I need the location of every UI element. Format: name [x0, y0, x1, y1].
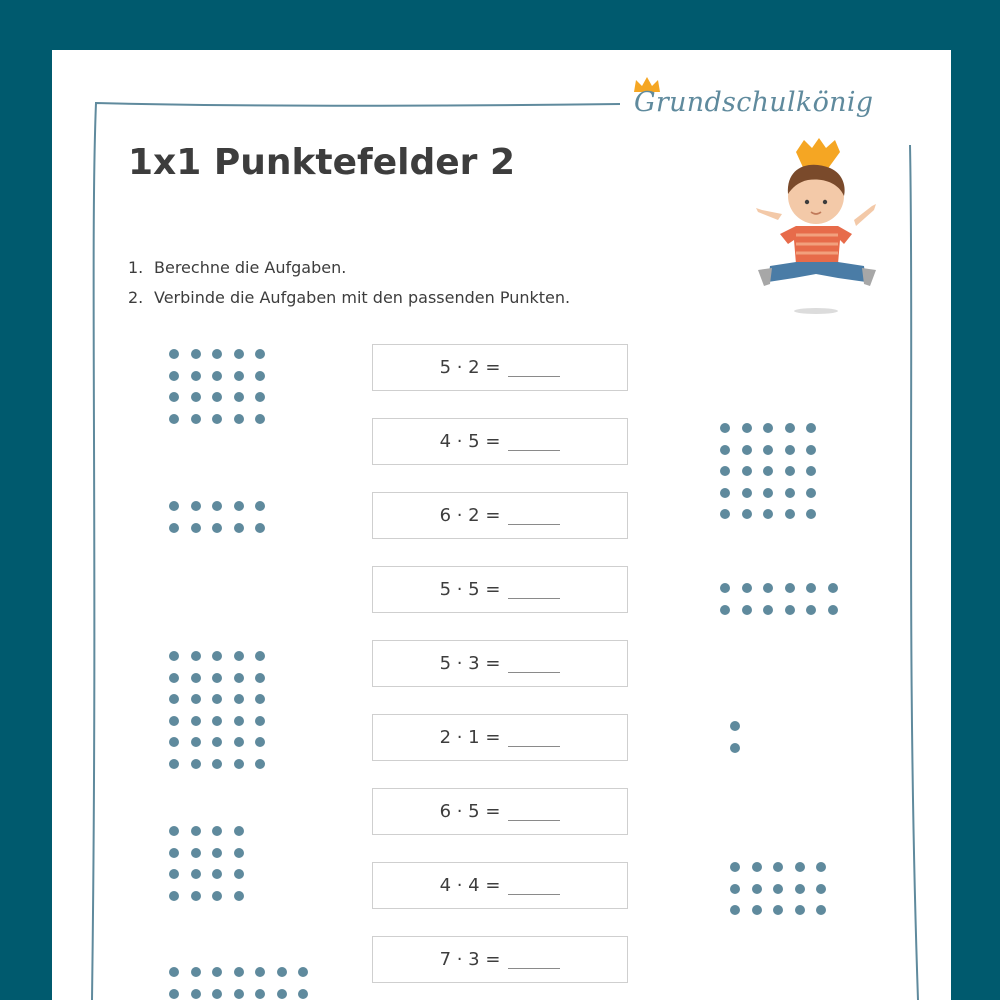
instruction-item: [128, 286, 570, 316]
dot: [763, 488, 773, 498]
page-title: 1x1 Punktefelder 2: [128, 142, 515, 183]
dot: [255, 737, 265, 747]
dot: [720, 605, 730, 615]
worksheet: [52, 50, 951, 1000]
dot: [785, 423, 795, 433]
dot: [752, 862, 762, 872]
dot: [234, 737, 244, 747]
dot: [169, 869, 179, 879]
brand-logo: [632, 74, 932, 124]
kid-illustration: [752, 138, 882, 318]
dot-field-left[interactable]: [169, 651, 265, 769]
dot: [742, 583, 752, 593]
dot: [191, 349, 201, 359]
dot: [255, 967, 265, 977]
task-box[interactable]: [372, 344, 628, 391]
dot: [785, 583, 795, 593]
dot: [785, 445, 795, 455]
dot: [795, 884, 805, 894]
instruction-number: 2.: [128, 288, 144, 307]
dot: [212, 501, 222, 511]
answer-blank[interactable]: [508, 432, 560, 451]
dot: [730, 721, 740, 731]
dot-field-right[interactable]: [730, 721, 740, 753]
dot: [169, 716, 179, 726]
answer-blank[interactable]: [508, 950, 560, 969]
task-box[interactable]: [372, 418, 628, 465]
dot: [169, 826, 179, 836]
dot: [191, 989, 201, 999]
dot: [169, 392, 179, 402]
dot: [828, 605, 838, 615]
dot: [763, 583, 773, 593]
dot: [255, 392, 265, 402]
dot: [169, 989, 179, 999]
dot: [212, 694, 222, 704]
dot: [806, 488, 816, 498]
dot: [169, 371, 179, 381]
dot: [191, 716, 201, 726]
dot: [169, 848, 179, 858]
dot: [255, 371, 265, 381]
answer-blank[interactable]: [508, 802, 560, 821]
dot-field-right[interactable]: [720, 583, 838, 615]
dot: [169, 967, 179, 977]
dot: [234, 523, 244, 533]
dot: [255, 694, 265, 704]
dot: [763, 445, 773, 455]
task-box[interactable]: [372, 862, 628, 909]
dot: [720, 466, 730, 476]
dot: [212, 989, 222, 999]
dot: [730, 884, 740, 894]
dot: [212, 673, 222, 683]
dot: [212, 523, 222, 533]
dot: [169, 414, 179, 424]
dot: [816, 905, 826, 915]
task-expression: 6 · 2 =: [439, 505, 501, 526]
dot: [212, 414, 222, 424]
dot: [212, 967, 222, 977]
dot: [169, 651, 179, 661]
dot: [773, 884, 783, 894]
dot: [191, 371, 201, 381]
answer-blank[interactable]: [508, 580, 560, 599]
dot: [298, 967, 308, 977]
dot: [169, 523, 179, 533]
dot: [234, 967, 244, 977]
dot: [795, 905, 805, 915]
dot: [191, 651, 201, 661]
dot: [806, 445, 816, 455]
dot: [720, 423, 730, 433]
dot: [191, 869, 201, 879]
dot: [169, 759, 179, 769]
dot: [828, 583, 838, 593]
task-expression: 4 · 5 =: [439, 431, 501, 452]
dot: [255, 414, 265, 424]
dot: [255, 501, 265, 511]
dot: [752, 905, 762, 915]
dot: [742, 423, 752, 433]
dot: [806, 605, 816, 615]
dot: [816, 884, 826, 894]
dot: [763, 466, 773, 476]
dot: [212, 651, 222, 661]
dot-field-left[interactable]: [169, 501, 265, 533]
dot: [785, 466, 795, 476]
answer-blank[interactable]: [508, 654, 560, 673]
task-box[interactable]: [372, 788, 628, 835]
dot: [169, 349, 179, 359]
dot: [806, 583, 816, 593]
dot: [795, 862, 805, 872]
answer-blank[interactable]: [508, 728, 560, 747]
task-expression: 4 · 4 =: [439, 875, 501, 896]
dot: [169, 673, 179, 683]
task-expression: 6 · 5 =: [439, 801, 501, 822]
answer-blank[interactable]: [508, 876, 560, 895]
dot: [169, 694, 179, 704]
dot: [191, 414, 201, 424]
task-box[interactable]: [372, 566, 628, 613]
dot: [212, 869, 222, 879]
dot: [255, 673, 265, 683]
task-box[interactable]: [372, 714, 628, 761]
dot: [191, 891, 201, 901]
task-box[interactable]: [372, 640, 628, 687]
dot: [169, 891, 179, 901]
dot: [234, 891, 244, 901]
dot: [806, 509, 816, 519]
dot: [212, 891, 222, 901]
dot: [191, 501, 201, 511]
dot: [255, 759, 265, 769]
dot: [773, 862, 783, 872]
dot: [742, 445, 752, 455]
instructions-list: [128, 256, 570, 316]
dot: [234, 392, 244, 402]
dot: [191, 759, 201, 769]
dot: [191, 673, 201, 683]
dot: [806, 423, 816, 433]
dot-field-left[interactable]: [169, 349, 265, 424]
task-expression: 5 · 5 =: [439, 579, 501, 600]
dot: [191, 826, 201, 836]
dot: [234, 848, 244, 858]
instruction-text: Verbinde die Aufgaben mit den passenden Punkten.: [154, 288, 571, 307]
dot: [212, 716, 222, 726]
dot: [212, 737, 222, 747]
dot-field-right[interactable]: [720, 423, 816, 519]
dot: [191, 737, 201, 747]
dot: [234, 869, 244, 879]
dot: [720, 583, 730, 593]
dot: [212, 392, 222, 402]
instruction-number: 1.: [128, 258, 144, 277]
dot: [234, 759, 244, 769]
dot: [191, 967, 201, 977]
dot: [730, 743, 740, 753]
dot: [785, 605, 795, 615]
dot: [255, 651, 265, 661]
dot: [785, 509, 795, 519]
dot: [720, 488, 730, 498]
dot: [169, 737, 179, 747]
dot: [191, 848, 201, 858]
dot: [234, 826, 244, 836]
answer-blank[interactable]: [508, 358, 560, 377]
task-expression: 2 · 1 =: [439, 727, 501, 748]
dot: [730, 862, 740, 872]
dot: [169, 501, 179, 511]
dot: [212, 759, 222, 769]
brand-name: Grundschulkönig: [634, 87, 874, 118]
dot: [255, 523, 265, 533]
dot: [785, 488, 795, 498]
dot: [234, 414, 244, 424]
dot: [191, 694, 201, 704]
dot-field-right[interactable]: [730, 862, 826, 915]
dot: [234, 694, 244, 704]
dot: [255, 989, 265, 999]
dot: [234, 989, 244, 999]
dot: [742, 509, 752, 519]
dot: [742, 488, 752, 498]
dot: [742, 605, 752, 615]
dot: [212, 826, 222, 836]
dot: [212, 349, 222, 359]
dot: [720, 445, 730, 455]
task-expression: 5 · 2 =: [439, 357, 501, 378]
dot: [816, 862, 826, 872]
dot: [234, 349, 244, 359]
dot: [763, 423, 773, 433]
dot: [234, 673, 244, 683]
dot: [234, 651, 244, 661]
dot: [255, 716, 265, 726]
dot: [234, 716, 244, 726]
answer-blank[interactable]: [508, 506, 560, 525]
dot-field-left[interactable]: [169, 826, 244, 901]
dot: [212, 371, 222, 381]
task-expression: 7 · 3 =: [439, 949, 501, 970]
dot: [212, 848, 222, 858]
dot: [720, 509, 730, 519]
dot: [742, 466, 752, 476]
dot: [763, 509, 773, 519]
dot: [752, 884, 762, 894]
dot: [298, 989, 308, 999]
dot: [191, 523, 201, 533]
dot: [191, 392, 201, 402]
dot-field-left[interactable]: [169, 967, 308, 999]
task-box[interactable]: [372, 936, 628, 983]
dot: [255, 349, 265, 359]
instruction-text: Berechne die Aufgaben.: [154, 258, 347, 277]
dot: [234, 501, 244, 511]
task-box[interactable]: [372, 492, 628, 539]
instruction-item: [128, 256, 570, 286]
dot: [234, 371, 244, 381]
dot: [277, 989, 287, 999]
dot: [806, 466, 816, 476]
dot: [730, 905, 740, 915]
task-expression: 5 · 3 =: [439, 653, 501, 674]
dot: [277, 967, 287, 977]
dot: [773, 905, 783, 915]
dot: [763, 605, 773, 615]
